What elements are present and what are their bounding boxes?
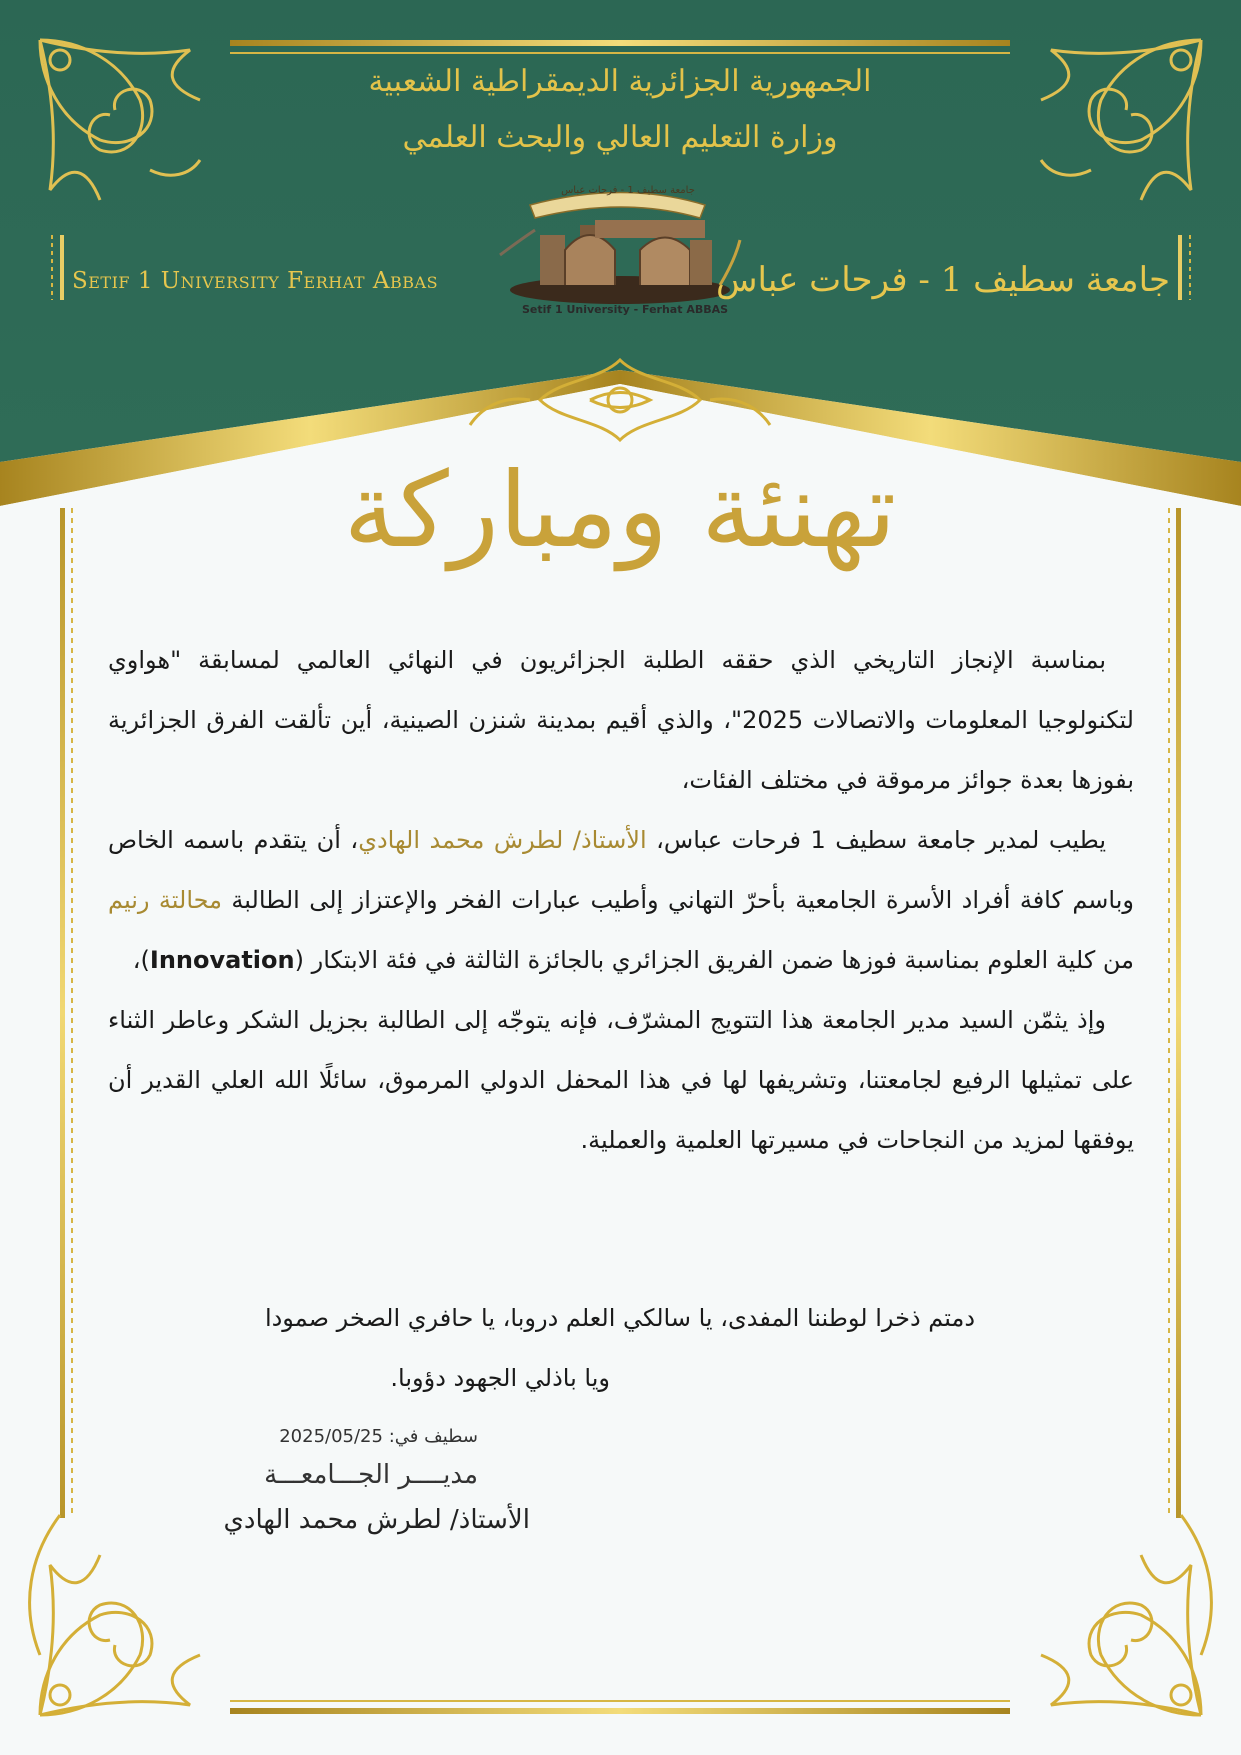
ministry-heading: وزارة التعليم العالي والبحث العلمي bbox=[402, 120, 838, 155]
paragraph-2-part-b: ، أن يتقدم باسمه الخاص وباسم كافة أفراد الأسرة الجامعية بأحرّ التهاني وأطيب عبارات الفخر والإعتزاز إلى الطالبة bbox=[108, 826, 1134, 914]
paragraph-2 bbox=[108, 810, 1134, 990]
paragraph-2-part-a: يطيب لمدير جامعة سطيف 1 فرحات عباس، bbox=[646, 826, 1107, 854]
bottom-gold-bar bbox=[230, 1708, 1010, 1714]
paragraph-2-part-d: )، bbox=[132, 946, 150, 974]
left-frame-line bbox=[60, 508, 65, 1518]
paragraph-3: وإذ يثمّن السيد مدير الجامعة هذا التتويج المشرّف، فإنه يتوجّه إلى الطالبة بجزيل الشكر وعاطر الثناء على تمثيلها الرفيع لجامعتنا، وتشريفها لها في هذا المحفل الدولي المرموق، سائلًا الله العلي القدير أن يوفقها لمزيد من النجاحات في مسيرتها العلمية والعملية. bbox=[108, 1006, 1134, 1154]
paragraph-1: بمناسبة الإنجاز التاريخي الذي حققه الطلبة الجزائريون في النهائي العالمي لمسابقة "هواوي لتكنولوجيا المعلومات والاتصالات 2025"، والذي أقيم بمدينة شنزن الصينية، أين تألقت الفرق الجزائرية بفوزها بعدة جوائز مرموقة في مختلف الفئات، bbox=[108, 646, 1134, 794]
logo-ribbon-text: جامعة سطيف 1 - فرحات عباس bbox=[561, 185, 695, 196]
signature-date: سطيف في: 2025/05/25 bbox=[279, 1426, 478, 1447]
student-name-highlight: محالتة رنيم bbox=[108, 886, 222, 914]
innovation-label: Innovation bbox=[149, 946, 295, 974]
closing-verse-line-1: دمتم ذخرا لوطننا المفدى، يا سالكي العلم دروبا، يا حافري الصخر صمودا bbox=[264, 1304, 976, 1332]
paragraph-2-part-c: من كلية العلوم بمناسبة فوزها ضمن الفريق الجزائري بالجائزة الثالثة في فئة الابتكار ( bbox=[294, 946, 1134, 974]
director-name-highlight: الأستاذ/ لطرش محمد الهادي bbox=[358, 826, 647, 854]
signature-name: الأستاذ/ لطرش محمد الهادي bbox=[223, 1505, 530, 1535]
university-name-arabic: جامعة سطيف 1 - فرحات عباس bbox=[715, 260, 1170, 300]
right-frame-line bbox=[1176, 508, 1181, 1518]
republic-heading: الجمهورية الجزائرية الديمقراطية الشعبية bbox=[368, 64, 872, 99]
page-title: تهنئة ومباركة bbox=[343, 449, 897, 571]
logo-caption: Setif 1 University - Ferhat ABBAS bbox=[521, 303, 729, 316]
closing-verse-line-2: ويا باذلي الجهود دؤوبا. bbox=[390, 1364, 610, 1392]
body-text bbox=[108, 630, 1134, 1170]
signature-title: مديــــر الجـــامعـــة bbox=[264, 1460, 478, 1490]
university-name-latin: Setif 1 University Ferhat Abbas bbox=[72, 268, 439, 294]
top-gold-bar bbox=[230, 40, 1010, 46]
closing-verse bbox=[180, 1288, 1060, 1408]
